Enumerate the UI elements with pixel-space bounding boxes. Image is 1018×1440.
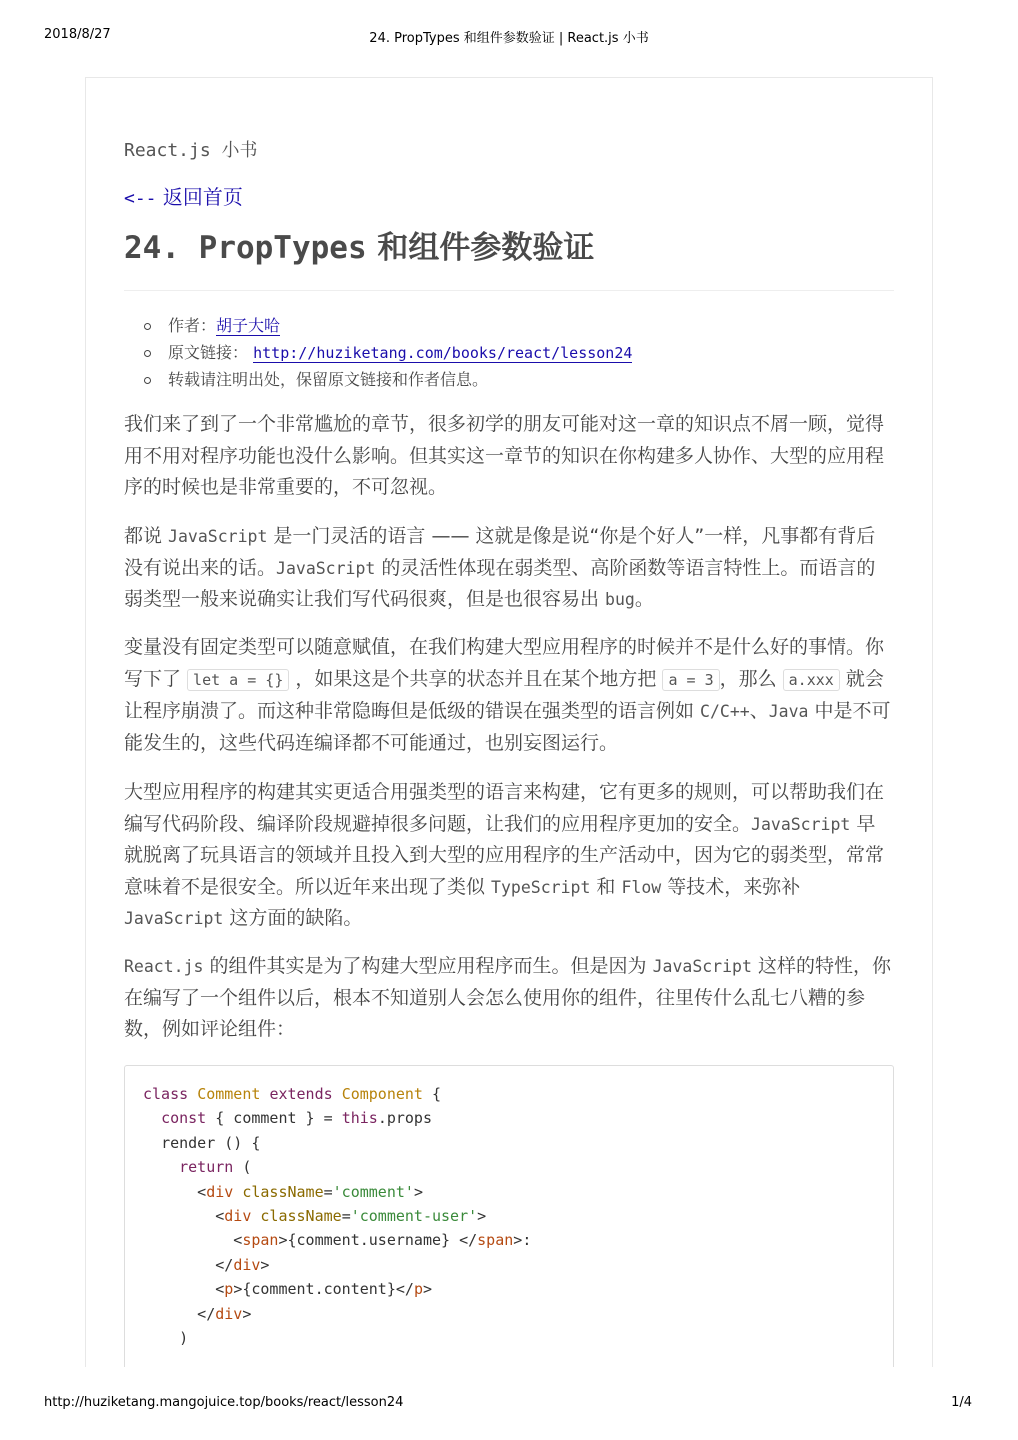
- p2-text-d: 。: [634, 588, 654, 610]
- print-title: 24. PropTypes 和组件参数验证 | React.js 小书: [369, 31, 649, 46]
- p4-code-3: Flow: [621, 877, 662, 897]
- meta-source: [124, 339, 632, 366]
- p3-text-d: 就会让程序崩溃了。而这种非常隐晦但是低级的错误在强类型的语言例如: [124, 667, 884, 722]
- p2-code-2: JavaScript: [276, 558, 376, 578]
- paragraph-2: [124, 521, 894, 616]
- code-attr-classname-2: className: [260, 1207, 342, 1226]
- p3-code-4: C/C++: [700, 702, 750, 721]
- p3-text-f: 中是不可能发生的，这些代码连编译都不可能通过，也别妄图运行。: [124, 700, 891, 754]
- p5-code-1: React.js: [124, 957, 204, 976]
- p2-text-c: 的灵活性体现在弱类型、高阶函数等语言特性上。而语言的弱类型一般来说确实让我们写代码很爽，但是也很容易出: [124, 556, 876, 610]
- code-brace: {: [422, 1085, 442, 1103]
- paragraph-3: [124, 632, 894, 759]
- code-paren-open: (: [233, 1158, 252, 1177]
- code-str-comment-user: 'comment-user': [350, 1207, 478, 1226]
- article-meta-list: [124, 312, 632, 393]
- print-url: http://huziketang.mangojuice.top/books/react/lesson24: [44, 1395, 404, 1410]
- code-tag-div-inner: div: [224, 1207, 252, 1226]
- code-tag-span-close: span: [477, 1231, 514, 1250]
- notice-text: 转载请注明出处，保留原文链接和作者信息。: [168, 370, 489, 389]
- code-tag-span: span: [242, 1231, 279, 1250]
- p4-text-d: 等技术，来弥补: [661, 875, 801, 898]
- code-tag-p: p: [224, 1280, 234, 1299]
- p2-code-1: JavaScript: [168, 527, 268, 546]
- back-home-label: 返回首页: [162, 185, 243, 209]
- article-card: [85, 77, 933, 1367]
- p2-code-3: bug: [605, 590, 635, 609]
- paragraph-1: 我们来了到了一个非常尴尬的章节，很多初学的朋友可能对这一章的知识点不屑一顾，觉得用不用对程序功能也没什么影响。但其实这一章节的知识在你构建多人协作、大型的应用程序的时候也是非常重要的，不可忽视。: [124, 413, 885, 498]
- code-parent-class: Component: [341, 1085, 423, 1103]
- site-title: React.js 小书: [124, 140, 258, 161]
- paragraph-5: [124, 951, 894, 1046]
- p2-text-a: 都说: [124, 525, 169, 547]
- p3-inline-code-3: a.xxx: [783, 669, 840, 691]
- page-number: 1/4: [951, 1395, 972, 1410]
- p4-text-e: 这方面的缺陷。: [223, 907, 363, 929]
- p4-code-1: JavaScript: [751, 814, 851, 834]
- p4-text-a: 大型应用程序的构建其实更适合用强类型的语言来构建，它有更多的规则，可以帮助我们在编写代码阶段、编译阶段规避掉很多问题，让我们的应用程序更加的安全。: [124, 781, 885, 835]
- code-tag-div-close: div: [215, 1304, 243, 1323]
- code-kw-this: this: [341, 1109, 378, 1128]
- code-attr-classname: className: [242, 1182, 324, 1201]
- title-code: 24. PropTypes: [124, 230, 367, 266]
- code-kw-extends: extends: [269, 1085, 333, 1103]
- print-date: 2018/8/27: [44, 27, 111, 42]
- print-footer: [0, 1395, 1018, 1415]
- p3-text-c: ，那么: [719, 667, 783, 690]
- p3-text-a: 变量没有固定类型可以随意赋值，在我们构建大型应用程序的时候并不是什么好的事情。你写下了: [124, 636, 885, 690]
- back-arrow: <--: [124, 188, 157, 209]
- code-props: .props: [377, 1109, 432, 1128]
- p3-text-e: 、: [749, 700, 769, 722]
- meta-author: [124, 312, 632, 339]
- code-block: class Comment extends Component { const { comment } = this.props render () { return ( <div className='comment'> <div className='comment-user'> <span>{comment.username} </span>: </div> <p>{comment.content}</p> </div> ): [124, 1065, 894, 1367]
- code-colon: :: [522, 1231, 532, 1250]
- code-render: render () {: [161, 1133, 261, 1152]
- p3-text-b: ，如果这是个共享的状态并且在某个地方把: [289, 667, 663, 690]
- source-link[interactable]: http://huziketang.com/books/react/lesson24: [253, 344, 633, 362]
- p4-text-c: 和: [590, 875, 622, 898]
- p3-inline-code-2: a = 3: [662, 669, 719, 691]
- title-text: 和组件参数验证: [366, 230, 595, 266]
- code-tag-div: div: [206, 1182, 234, 1201]
- p4-text-b: 早就脱离了玩具语言的领域并且投入到大型的应用程序的生产活动中，因为它的弱类型，常常意味着不是很安全。所以近年来出现了类似: [124, 812, 885, 898]
- code-str-comment: 'comment': [332, 1182, 414, 1201]
- p5-code-2: JavaScript: [652, 957, 752, 976]
- code-username-expr: {comment.username}: [287, 1231, 460, 1250]
- meta-notice: [124, 366, 632, 393]
- p4-code-4: JavaScript: [124, 909, 224, 928]
- code-kw-return: return: [179, 1158, 234, 1177]
- p5-text-a: 的组件其实是为了构建大型应用程序而生。但是因为: [203, 955, 653, 977]
- code-class-name: Comment: [197, 1085, 261, 1103]
- print-header: [0, 27, 1018, 47]
- paragraph-4: [124, 777, 894, 935]
- code-kw-const: const: [161, 1109, 207, 1128]
- p4-code-2: TypeScript: [491, 877, 591, 897]
- author-label: 作者：: [168, 316, 217, 335]
- p2-text-b: 是一门灵活的语言 —— 这就是像是说“你是个好人”一样，凡事都有背后没有说出来的话。: [124, 525, 876, 579]
- code-paren-close: ): [179, 1329, 189, 1348]
- code-tag-p-close: p: [413, 1280, 423, 1299]
- code-kw-class: class: [143, 1085, 189, 1103]
- page-title: [124, 228, 894, 291]
- code-content-expr: {comment.content}: [242, 1280, 396, 1299]
- p5-text-b: 这样的特性，你在编写了一个组件以后，根本不知道别人会怎么使用你的组件，往里传什么乱七八糟的参数，例如评论组件：: [124, 955, 891, 1040]
- source-label: 原文链接：: [168, 343, 249, 362]
- code-destructure: { comment } =: [206, 1109, 342, 1128]
- p3-inline-code-1: let a = {}: [187, 669, 289, 691]
- author-link[interactable]: 胡子大哈: [216, 316, 281, 335]
- p3-code-5: Java: [768, 702, 809, 721]
- back-home-link[interactable]: [124, 181, 243, 210]
- code-tag-div-inner-close: div: [233, 1255, 261, 1274]
